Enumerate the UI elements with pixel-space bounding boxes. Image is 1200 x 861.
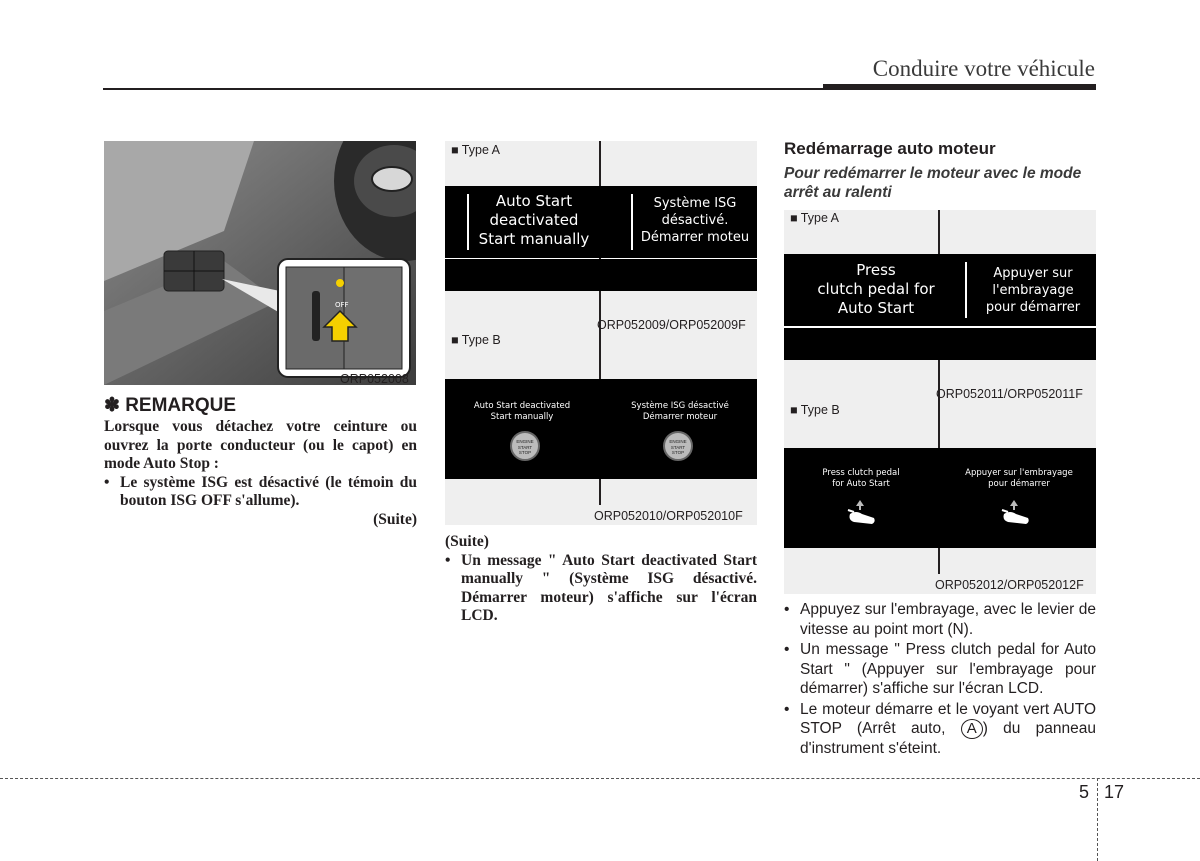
lcd-line: Système ISG (653, 196, 737, 211)
lcd-line: Appuyer sur l'embrayage (965, 468, 1073, 478)
panel-divider (599, 333, 601, 379)
lcd-strip (445, 259, 757, 291)
lcd-line: Démarrer moteur (642, 412, 718, 422)
lcd-line: Auto Start (495, 192, 573, 210)
note-bullet (104, 474, 417, 511)
lcd-message-en (469, 192, 599, 249)
lcd-strip (784, 328, 1096, 360)
lcd-message-fr (603, 401, 757, 423)
lcd-line: Auto Start (837, 299, 915, 317)
header-rule-accent (823, 84, 1096, 90)
typeA-code: ORP052009/ORP052009F (597, 318, 746, 332)
list-item-text: Un message " Press clutch pedal for Auto Start " (Appuyer sur l'embrayage pour démarrer) s'affiche sur l'écran LCD. (800, 641, 1096, 697)
lcd-line: Start manually (478, 230, 590, 248)
button-line: STOP (671, 450, 685, 455)
panel-divider (599, 141, 601, 186)
note-paragraph: Lorsque vous détachez votre ceinture ou ouvrez la porte conducteur (ou le capot) en mode Auto Stop : (104, 418, 417, 472)
lcd-display (445, 186, 757, 258)
panel-divider (938, 548, 940, 574)
col3-typeA-panel (784, 210, 1096, 402)
lcd-message-fr (633, 195, 757, 246)
list-item-text: Appuyez sur l'embrayage, avec le levier de vitesse au point mort (N). (800, 601, 1096, 638)
button-line: STOP (518, 450, 532, 455)
note-symbol: ✽ (104, 395, 120, 416)
panel-divider (938, 210, 940, 254)
engine-start-button-icon (663, 431, 693, 461)
panel-divider (938, 402, 940, 448)
typeB-label: ■ Type B (451, 333, 501, 347)
footer-rule (0, 778, 1200, 779)
lcd-message-fr (970, 265, 1096, 316)
button-line: START (670, 444, 686, 450)
col2-bullet-text: Un message " Auto Start deactivated Start manually " (Système ISG désactivé. Démarrer moteur) s'affiche sur l'écran LCD. (461, 551, 757, 624)
col2-bullet (445, 552, 757, 626)
note-continued: (Suite) (373, 510, 417, 528)
section-title: Redémarrage auto moteur (784, 139, 996, 158)
continued-label: (Suite) (445, 533, 489, 550)
lcd-line: Auto Start deactivated (473, 401, 571, 411)
bullet-dot: • (784, 700, 790, 718)
lcd-line: désactivé. (661, 213, 729, 228)
button-line: ENGINE (516, 439, 534, 444)
dashboard-illustration (104, 141, 416, 385)
list-item (784, 700, 1096, 759)
list-item-text-a: Le moteur démarre et le voyant vert AUTO STOP (Arrêt auto, (800, 700, 1096, 738)
typeB-code: ORP052012/ORP052012F (935, 578, 1084, 592)
lcd-line: l'embrayage (992, 283, 1074, 298)
list-item-text (800, 700, 1096, 759)
lcd-display (784, 448, 1096, 548)
lcd-line: Press clutch pedal (822, 468, 900, 478)
lcd-line: Démarrer moteu (640, 230, 750, 245)
page-number: 17 (1104, 782, 1125, 802)
note-body (104, 418, 417, 529)
bullet-dot: • (445, 551, 451, 569)
clutch-pedal-icon (846, 500, 878, 526)
lcd-message-fr (942, 468, 1096, 490)
typeA-label: ■ Type A (790, 211, 840, 225)
lcd-line: Appuyer sur (993, 266, 1073, 281)
list-item (784, 600, 1096, 639)
list-item-text-b: ) du panneau d'instrument s'éteint. (800, 720, 1096, 757)
col2-text (445, 533, 757, 626)
col2-typeB-panel (445, 333, 757, 525)
lcd-line: deactivated (489, 211, 579, 229)
typeB-code: ORP052010/ORP052010F (594, 509, 743, 523)
clutch-pedal-icon (1000, 500, 1032, 526)
button-line: ENGINE (669, 439, 687, 444)
bullet-dot: • (784, 601, 790, 618)
lcd-line: pour démarrer (985, 300, 1081, 315)
lcd-line: for Auto Start (832, 479, 890, 489)
button-line: START (517, 444, 533, 450)
lcd-line: Système ISG désactivé (631, 401, 729, 411)
lcd-display (784, 254, 1096, 326)
auto-stop-indicator-icon: A (961, 719, 983, 739)
bullet-dot: • (784, 641, 790, 658)
note-title-text: REMARQUE (125, 395, 237, 416)
col3-typeB-panel (784, 402, 1096, 594)
lcd-line: Press (856, 261, 896, 279)
section-number: 5 (1079, 782, 1090, 802)
col3-bullet-list (784, 600, 1096, 760)
lcd-bar (965, 262, 967, 318)
panel-divider (599, 479, 601, 505)
engine-start-button-icon (510, 431, 540, 461)
lcd-message-en (445, 401, 599, 423)
list-item (784, 640, 1096, 699)
bullet-dot: • (104, 473, 110, 491)
lcd-display (445, 379, 757, 479)
lcd-message-en (784, 468, 938, 490)
note-title (104, 394, 236, 417)
running-header: Conduire votre véhicule (872, 56, 1095, 81)
typeA-code: ORP052011/ORP052011F (936, 387, 1083, 401)
footer-divider (1097, 778, 1098, 861)
col2-typeA-panel (445, 141, 757, 333)
svg-text:OFF: OFF (335, 301, 349, 309)
typeA-label: ■ Type A (451, 143, 501, 157)
note-bullet-text: Le système ISG est désactivé (le témoin du bouton ISG OFF s'allume). (120, 473, 417, 509)
lcd-line: pour démarrer (988, 479, 1050, 489)
lcd-line: clutch pedal for (817, 280, 935, 298)
dashboard-photo (104, 141, 416, 385)
lcd-message-en (784, 261, 968, 318)
typeB-label: ■ Type B (790, 403, 840, 417)
section-subtitle: Pour redémarrer le moteur avec le mode arrêt au ralenti (784, 165, 1082, 201)
photo-code: ORP052008 (340, 372, 409, 386)
lcd-line: Start manually (490, 412, 554, 422)
